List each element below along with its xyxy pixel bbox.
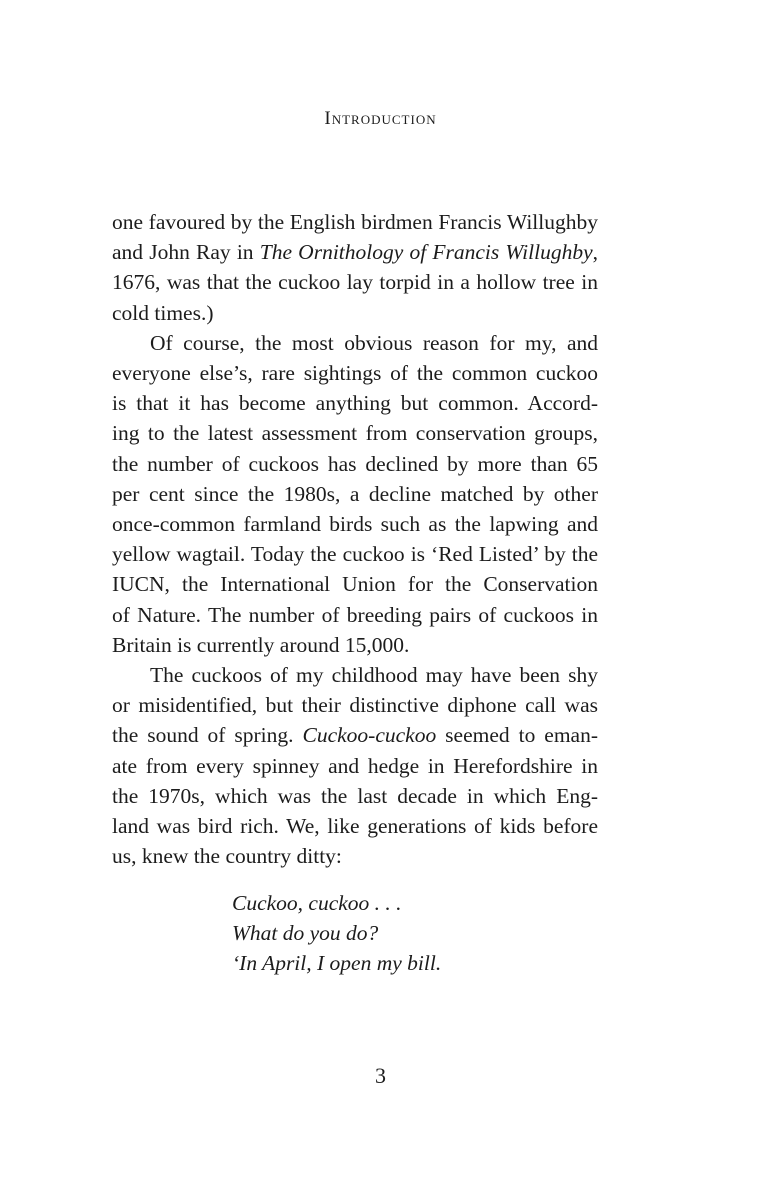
paragraph-1 [112,207,598,328]
text-line: the 1970s, which was the last decade in which Eng- [112,783,598,808]
text-line: everyone else’s, rare sightings of the common cuckoo [112,361,598,386]
text-line: 1676, was that the cuckoo lay torpid in a hollow tree in [112,270,598,295]
text-line: and John Ray in The Ornithology of Francis Willughby, [112,240,598,265]
text-line: is that it has become anything but common. Accord- [112,391,598,416]
text-line: once-common farmland birds such as the lapwing and [112,512,598,537]
text-line: ate from every spinney and hedge in Herefordshire in [112,753,598,778]
text-line: land was bird rich. We, like generations of kids before [112,814,598,839]
italic-title: The Ornithology of Francis Willughby [259,240,593,265]
paragraph-3 [112,660,598,871]
text-line: or misidentified, but their distinctive diphone call was [112,693,598,718]
text-line: the sound of spring. Cuckoo-cuckoo seemed to eman- [112,723,598,748]
body-text [112,207,598,871]
text-line: us, knew the country ditty: [112,844,342,869]
verse-line-3: ‘In April, I open my bill. [232,951,442,976]
text-line: per cent since the 1980s, a decline matched by other [112,481,598,506]
text-line: Of course, the most obvious reason for my, and [150,330,598,355]
text-line: IUCN, the International Union for the Conservation [112,572,598,597]
text-line: The cuckoos of my childhood may have been shy [150,663,598,688]
verse-line-1: Cuckoo, cuckoo . . . [232,891,402,915]
verse-line-2: What do you do? [232,921,379,946]
text-line: ing to the latest assessment from conservation groups, [112,421,598,446]
paragraph-2 [112,328,598,660]
text-line: of Nature. The number of breeding pairs of cuckoos in [112,602,598,627]
text-line: yellow wagtail. Today the cuckoo is ‘Red Listed’ by the [112,542,598,567]
running-head: Introduction [324,108,437,129]
italic-title: Cuckoo-cuckoo [302,723,437,748]
page-number: 3 [375,1063,386,1088]
verse-stanza [232,888,441,979]
text-line: one favoured by the English birdmen Francis Willughby [112,210,598,234]
text-line: cold times.) [112,300,214,325]
text-line: Britain is currently around 15,000. [112,632,410,657]
text-line: the number of cuckoos has declined by more than 65 [112,451,598,476]
